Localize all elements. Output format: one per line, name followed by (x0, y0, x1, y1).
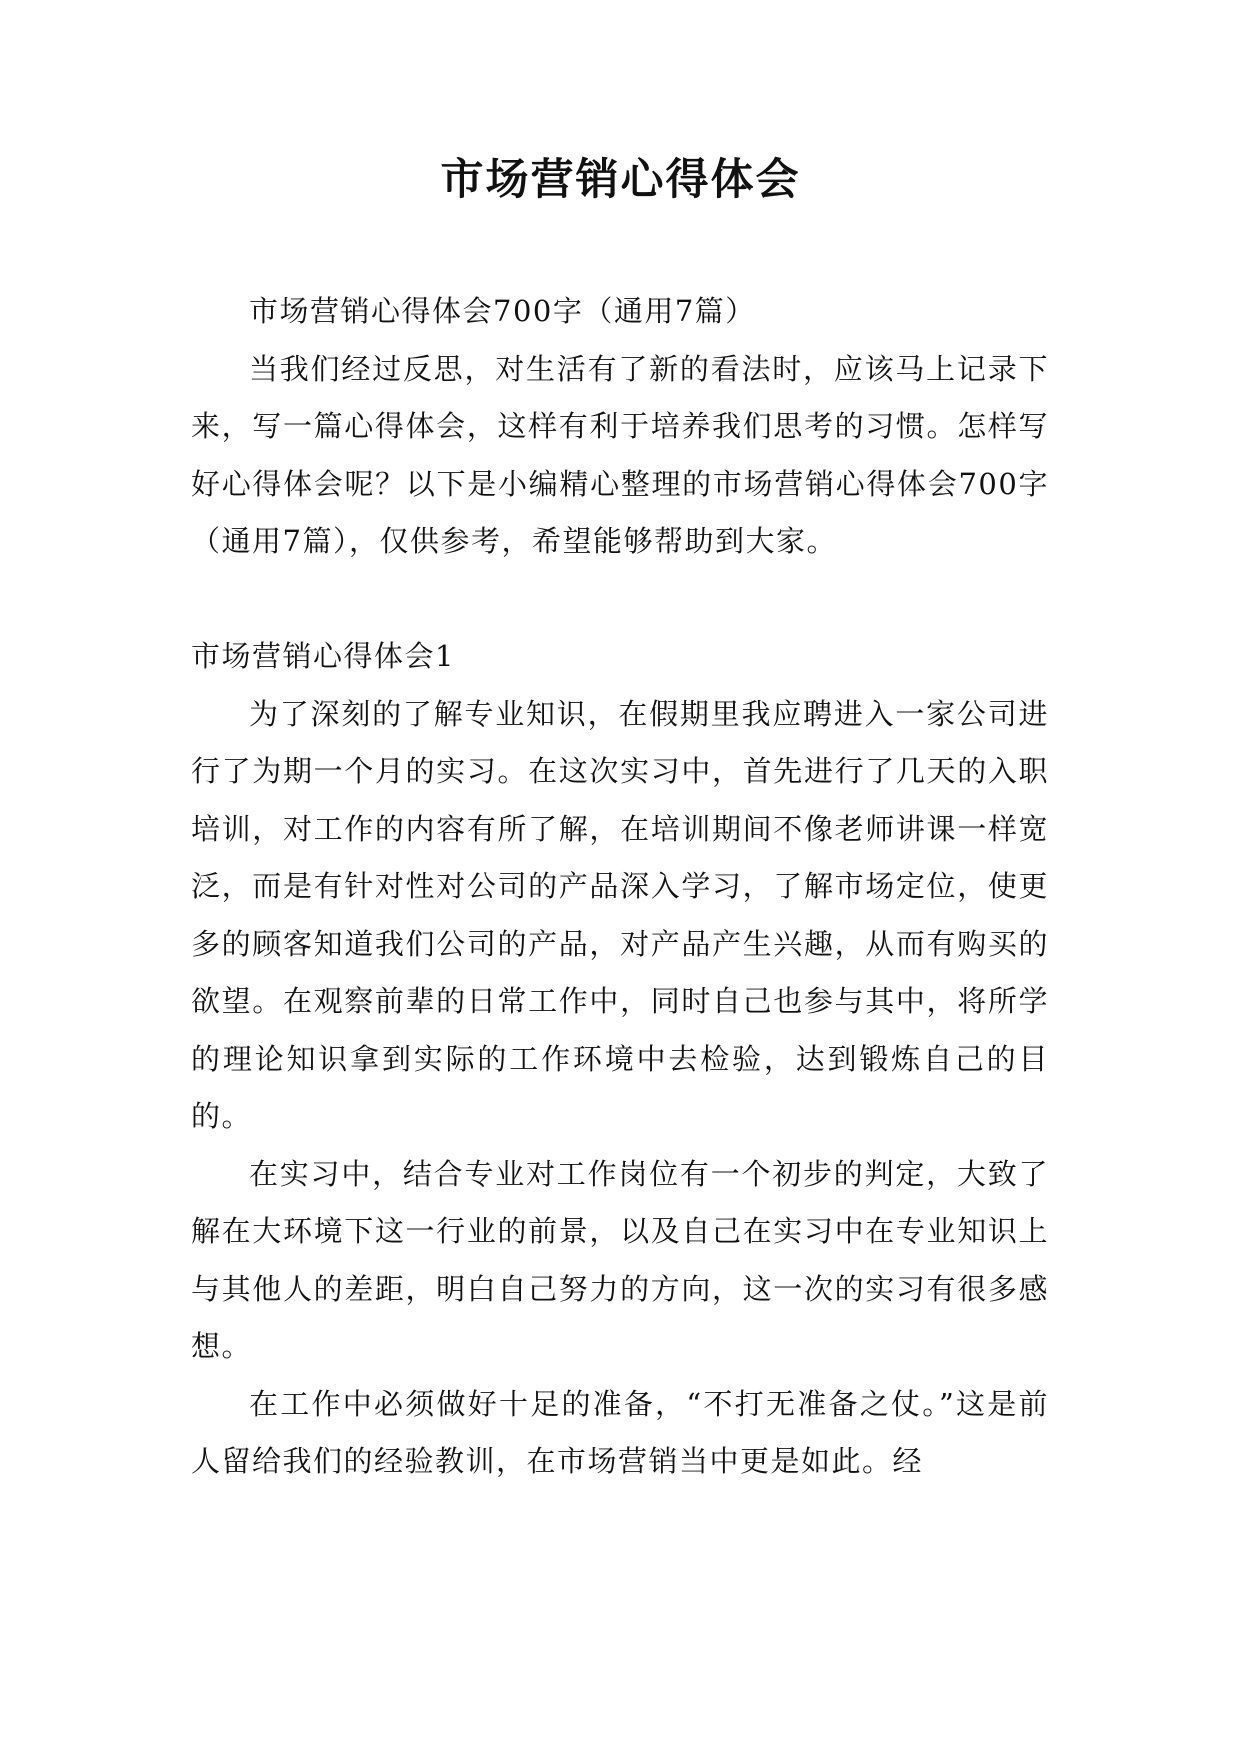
document-title: 市场营销心得体会 (440, 155, 801, 205)
body-paragraph: 在工作中必须做好十足的准备，“不打无准备之仗。”这是前人留给我们的经验教训，在市场营销当中更是如此。经 (191, 1386, 1049, 1478)
intro-paragraph: 当我们经过反思，对生活有了新的看法时，应该马上记录下来，写一篇心得体会，这样有利于培养我们思考的习惯。怎样写好心得体会呢？以下是小编精心整理的市场营销心得体会700字（通用7篇），仅供参考，希望能够帮助到大家。 (191, 351, 1049, 558)
document-body (191, 283, 1049, 1491)
body-paragraph: 在实习中，结合专业对工作岗位有一个初步的判定，大致了解在大环境下这一行业的前景，以及自己在实习中在专业知识上与其他人的差距，明白自己努力的方向，这一次的实习有很多感想。 (191, 1156, 1049, 1363)
document-subtitle: 市场营销心得体会700字（通用7篇） (249, 294, 756, 328)
section-heading: 市场营销心得体会1 (191, 639, 455, 673)
body-paragraph: 为了深刻的了解专业知识，在假期里我应聘进入一家公司进行了为期一个月的实习。在这次实习中，首先进行了几天的入职培训，对工作的内容有所了解，在培训期间不像老师讲课一样宽泛，而是有针对性对公司的产品深入学习，了解市场定位，使更多的顾客知道我们公司的产品，对产品产生兴趣，从而有购买的欲望。在观察前辈的日常工作中，同时自己也参与其中，将所学的理论知识拿到实际的工作环境中去检验，达到锻炼自己的目的。 (191, 696, 1049, 1133)
